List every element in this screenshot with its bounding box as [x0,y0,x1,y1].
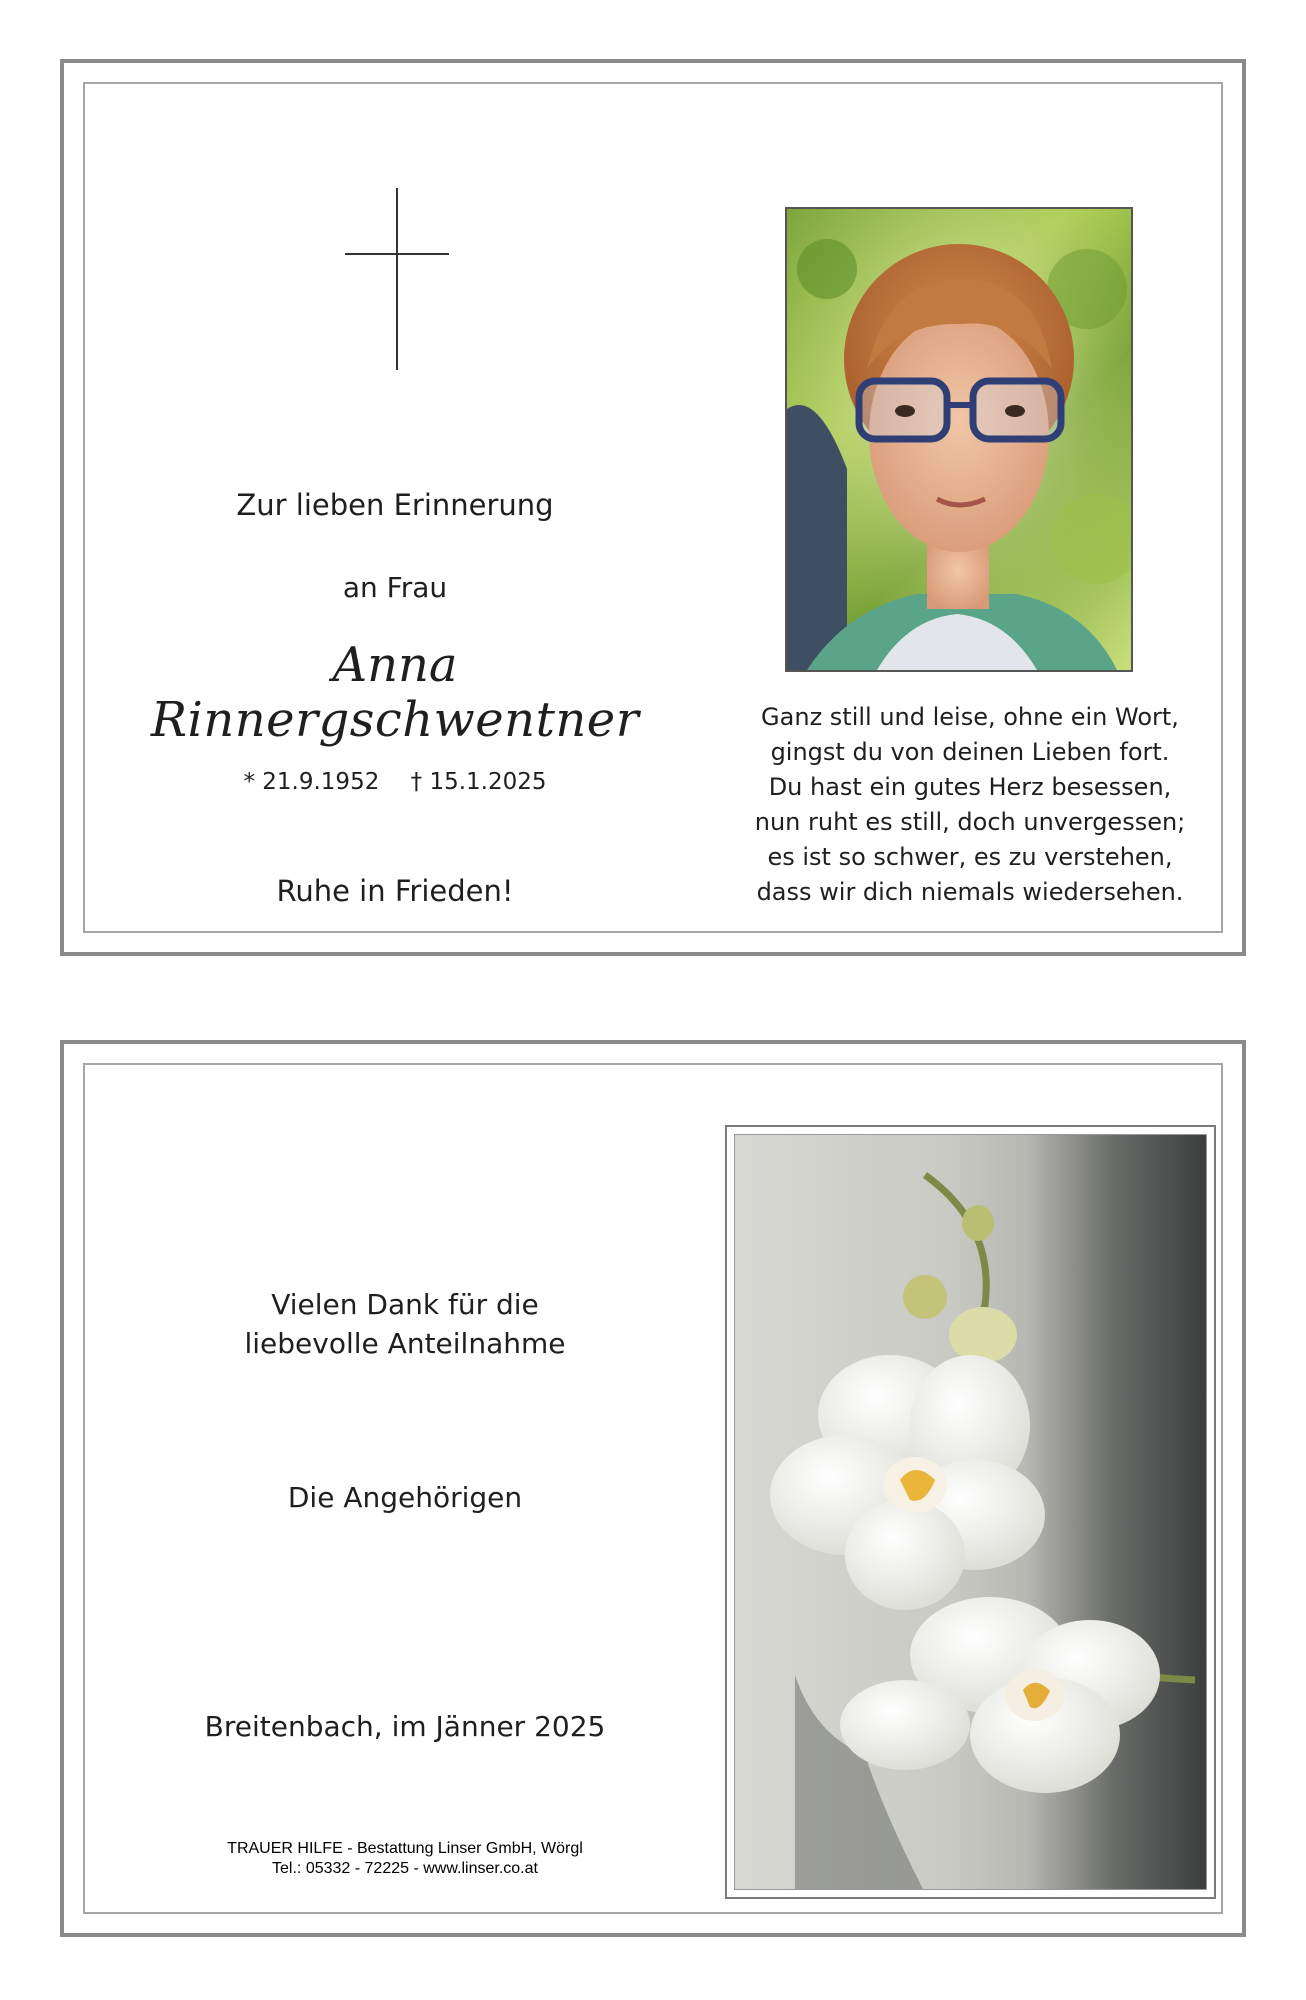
thanks-message [195,1285,615,1363]
undertaker-contact: Tel.: 05332 - 72225 - www.linser.co.at [272,1860,538,1877]
poem-line: dass wir dich niemals wiedersehen. [756,878,1184,906]
relatives-signature: Die Angehörigen [287,1481,523,1514]
inner-frame [83,1063,1223,1914]
thanks-line: Vielen Dank für die [271,1288,539,1321]
inner-frame [83,82,1223,933]
poem-line: Ganz still und leise, ohne ein Wort, [761,703,1179,731]
orchid-photo [734,1134,1207,1890]
portrait-photo [785,207,1133,672]
life-dates [145,769,645,795]
undertaker-name: TRAUER HILFE - Bestattung Linser GmbH, Wörgl [227,1840,583,1857]
death-date: † 15.1.2025 [410,769,547,795]
poem [745,700,1195,910]
poem-line: gingst du von deinen Lieben fort. [770,738,1170,766]
place-date: Breitenbach, im Jänner 2025 [204,1710,606,1743]
thanks-line: liebevolle Anteilnahme [244,1327,566,1360]
last-name: Rinnergschwentner [150,692,640,748]
salutation: an Frau [342,571,448,604]
cross-icon [345,188,449,370]
memorial-card-front [60,59,1246,956]
poem-line: es ist so schwer, es zu verstehen, [767,843,1173,871]
first-name: Anna [332,637,458,693]
poem-line: Du hast ein gutes Herz besessen, [768,773,1172,801]
closing-phrase: Ruhe in Frieden! [276,874,514,908]
undertaker-info [165,1839,645,1879]
memorial-card-back [60,1040,1246,1937]
memorial-line: Zur lieben Erinnerung [236,488,554,522]
birth-date: * 21.9.1952 [243,769,380,795]
orchid-photo-frame [725,1125,1216,1899]
poem-line: nun ruht es still, doch unvergessen; [754,808,1186,836]
